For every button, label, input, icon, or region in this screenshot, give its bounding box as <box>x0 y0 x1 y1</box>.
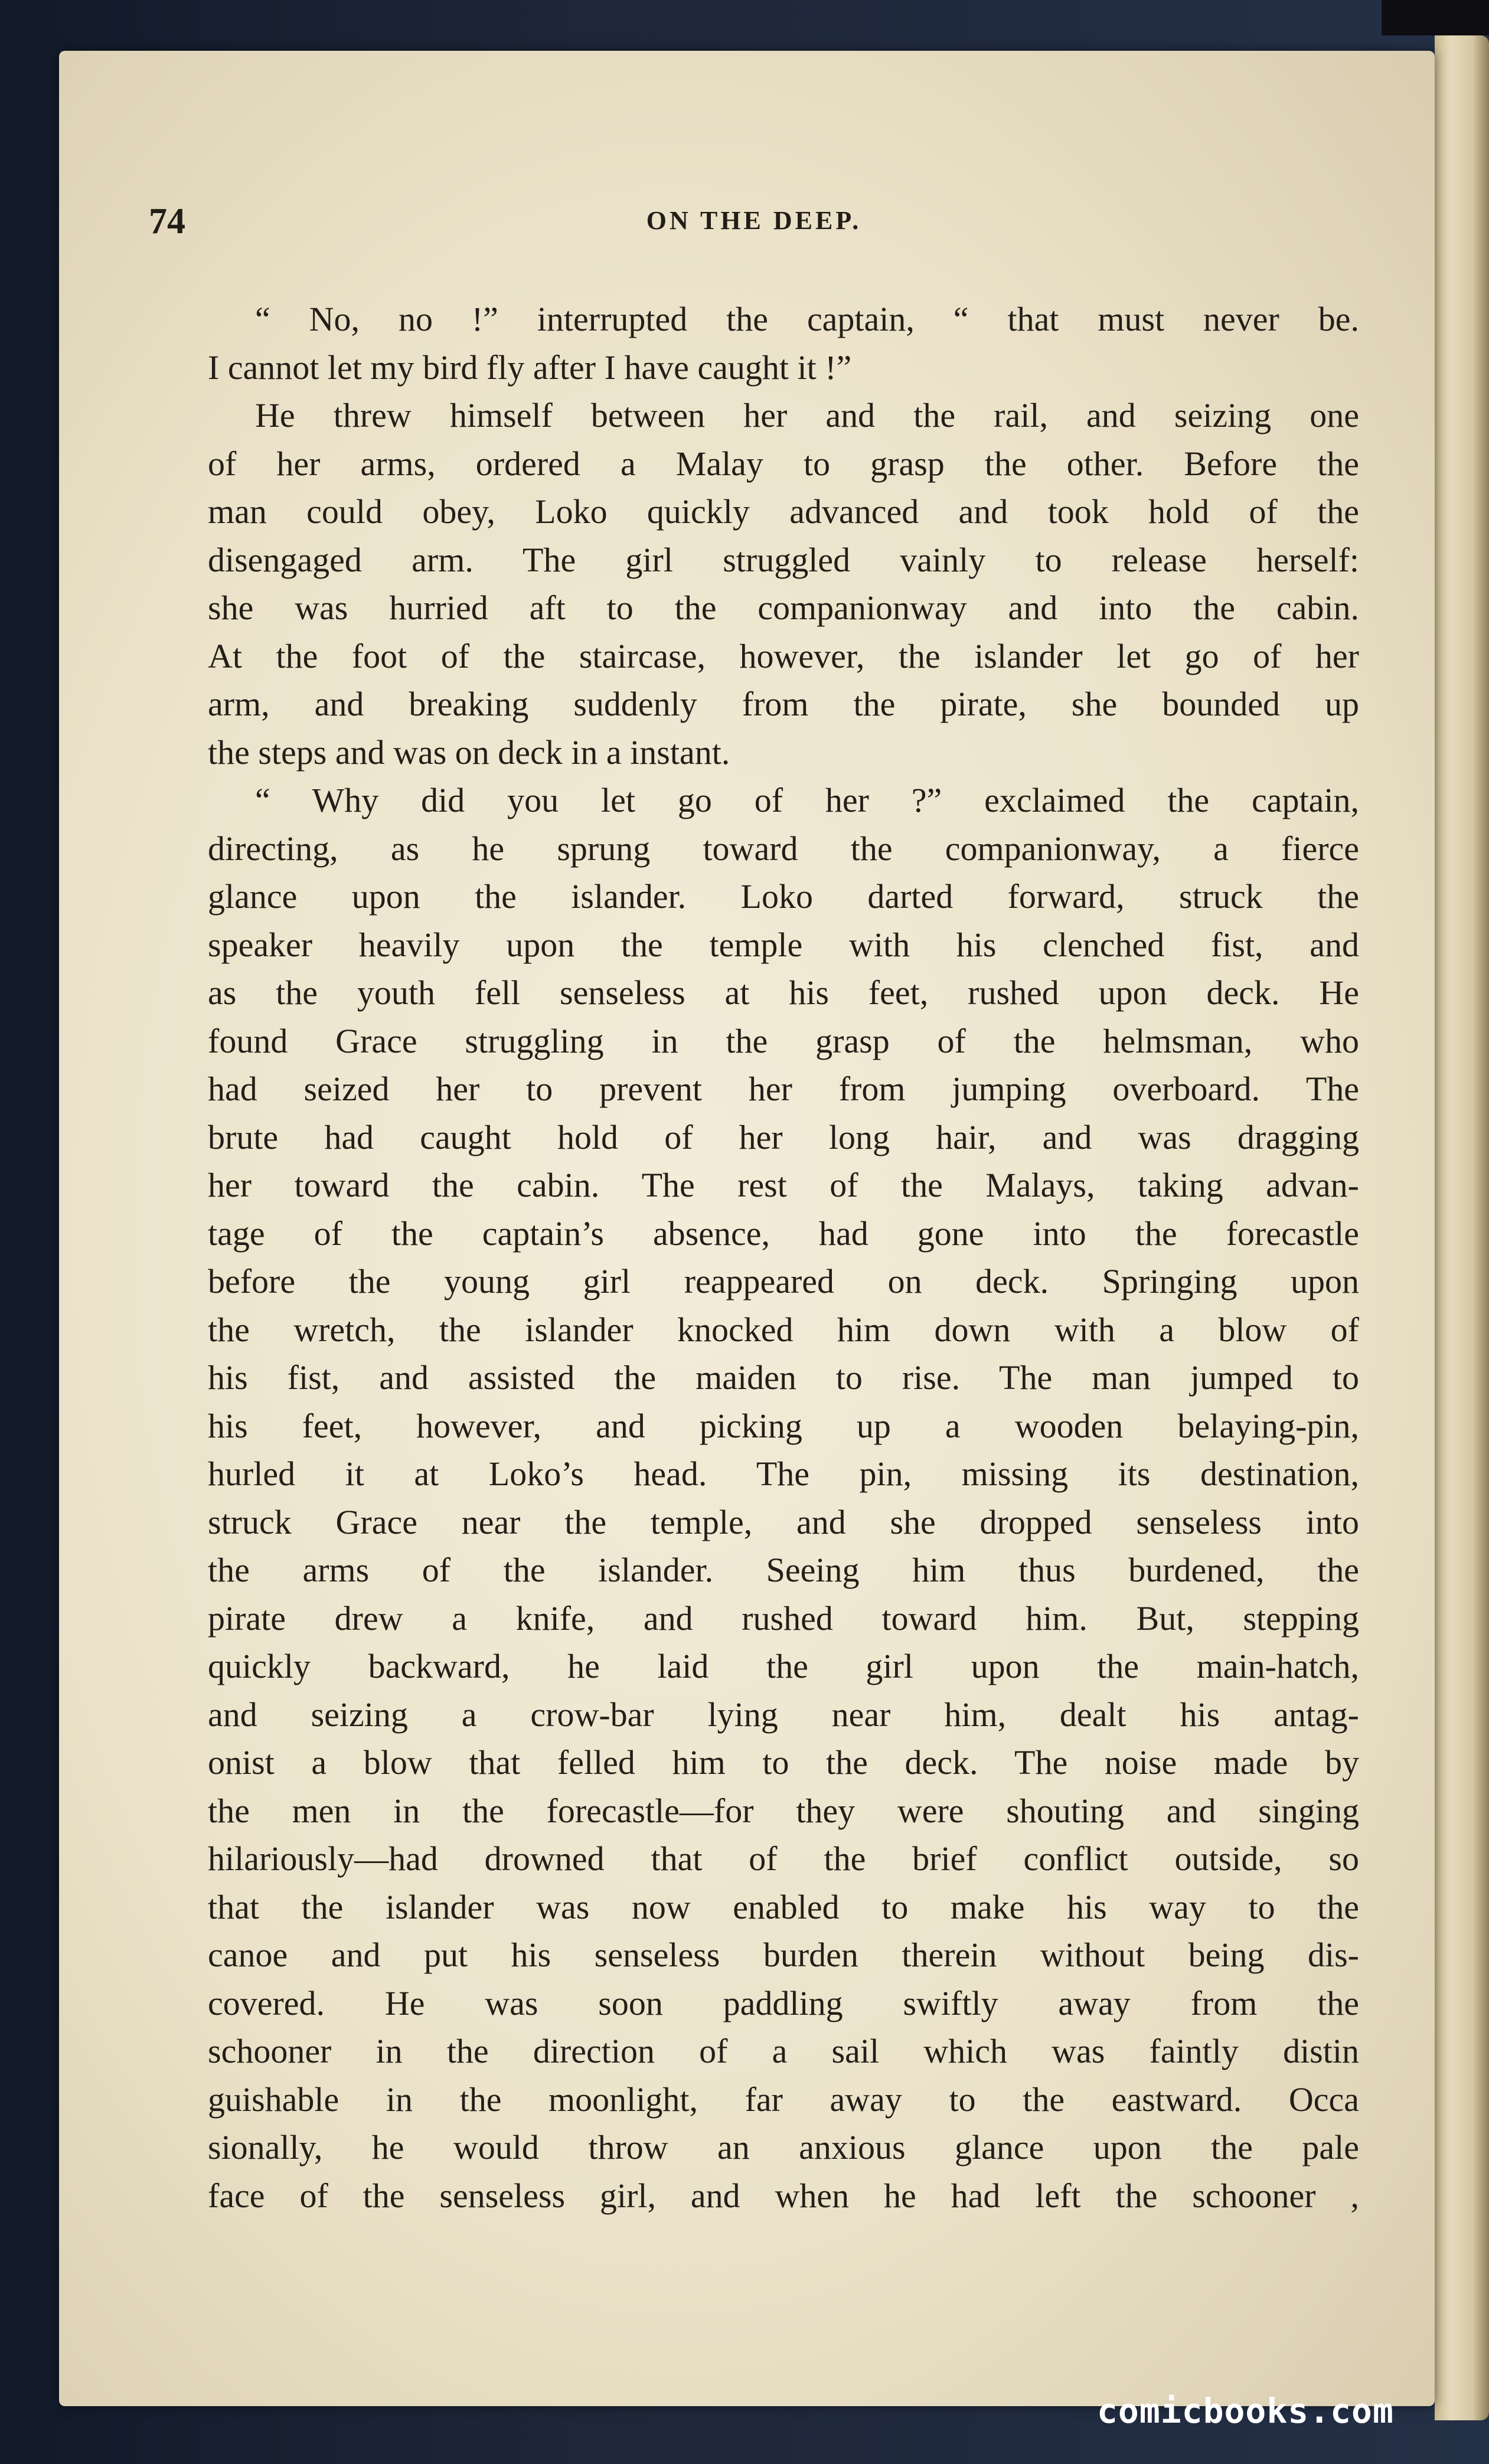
text-line: man could obey, Loko quickly advanced and took hold of the <box>208 492 1359 531</box>
body-text <box>208 295 1359 2220</box>
text-line: the steps and was on deck in a instant. <box>208 733 730 772</box>
text-line: the men in the forecastle—for they were shouting and singing <box>208 1791 1359 1830</box>
text-line: of her arms, ordered a Malay to grasp the other. Before the <box>208 444 1359 483</box>
text-line: found Grace struggling in the grasp of the helmsman, who <box>208 1021 1359 1060</box>
text-line: had seized her to prevent her from jumping overboard. The <box>208 1070 1359 1108</box>
binding-shadow <box>1382 0 1489 35</box>
text-line: schooner in the direction of a sail which was faintly distin <box>208 2032 1359 2070</box>
text-line: “ Why did you let go of her ?” exclaimed the captain, <box>255 781 1359 819</box>
text-line: she was hurried aft to the companionway and into the cabin. <box>208 589 1359 627</box>
running-head <box>149 201 1359 254</box>
text-line: pirate drew a knife, and rushed toward him. But, stepping <box>208 1599 1359 1638</box>
text-line: tage of the captain’s absence, had gone into the forecastle <box>208 1214 1359 1253</box>
text-line: speaker heavily upon the temple with his clenched fist, and <box>208 925 1359 964</box>
text-line: face of the senseless girl, and when he had left the schooner , <box>208 2176 1359 2215</box>
text-line: and seizing a crow-bar lying near him, dealt his antag- <box>208 1695 1359 1734</box>
text-line: He threw himself between her and the rail, and seizing one <box>255 396 1359 434</box>
text-line: his fist, and assisted the maiden to rise. The man jumped to <box>208 1358 1359 1397</box>
page-number: 74 <box>149 201 185 241</box>
text-line: At the foot of the staircase, however, the islander let go of her <box>208 636 1359 675</box>
text-line: struck Grace near the temple, and she dropped senseless into <box>208 1502 1359 1541</box>
text-line: canoe and put his senseless burden therein without being dis- <box>208 1936 1359 1974</box>
text-line: guishable in the moonlight, far away to the eastward. Occa <box>208 2080 1359 2119</box>
text-line: covered. He was soon paddling swiftly away from the <box>208 1983 1359 2022</box>
text-line: hurled it at Loko’s head. The pin, missing its destination, <box>208 1455 1359 1493</box>
text-line: the wretch, the islander knocked him down with a blow of <box>208 1310 1359 1349</box>
text-line: her toward the cabin. The rest of the Malays, taking advan- <box>208 1166 1359 1204</box>
text-line: onist a blow that felled him to the deck. The noise made by <box>208 1743 1359 1782</box>
running-title: ON THE DEEP. <box>646 206 862 235</box>
text-line: brute had caught hold of her long hair, and was dragging <box>208 1117 1359 1156</box>
watermark: comicbooks.com <box>1097 2391 1394 2431</box>
text-line: hilariously—had drowned that of the brief conflict outside, so <box>208 1839 1359 1878</box>
text-line: quickly backward, he laid the girl upon the main-hatch, <box>208 1647 1359 1685</box>
text-line: directing, as he sprung toward the companionway, a fierce <box>208 829 1359 868</box>
text-line: disengaged arm. The girl struggled vainly to release herself: <box>208 540 1359 579</box>
text-line: that the islander was now enabled to make his way to the <box>208 1887 1359 1926</box>
text-line: before the young girl reappeared on deck. Springing upon <box>208 1262 1359 1300</box>
text-line: his feet, however, and picking up a wooden belaying-pin, <box>208 1406 1359 1445</box>
text-line: sionally, he would throw an anxious glance upon the pale <box>208 2128 1359 2166</box>
text-line: glance upon the islander. Loko darted forward, struck the <box>208 877 1359 916</box>
text-line: the arms of the islander. Seeing him thus burdened, the <box>208 1551 1359 1589</box>
text-line: arm, and breaking suddenly from the pirate, she bounded up <box>208 685 1359 723</box>
page-edge <box>1435 35 1489 2420</box>
text-line: I cannot let my bird fly after I have caught it !” <box>208 348 852 387</box>
text-line: as the youth fell senseless at his feet, rushed upon deck. He <box>208 973 1359 1012</box>
text-line: “ No, no !” interrupted the captain, “ that must never be. <box>255 300 1359 338</box>
